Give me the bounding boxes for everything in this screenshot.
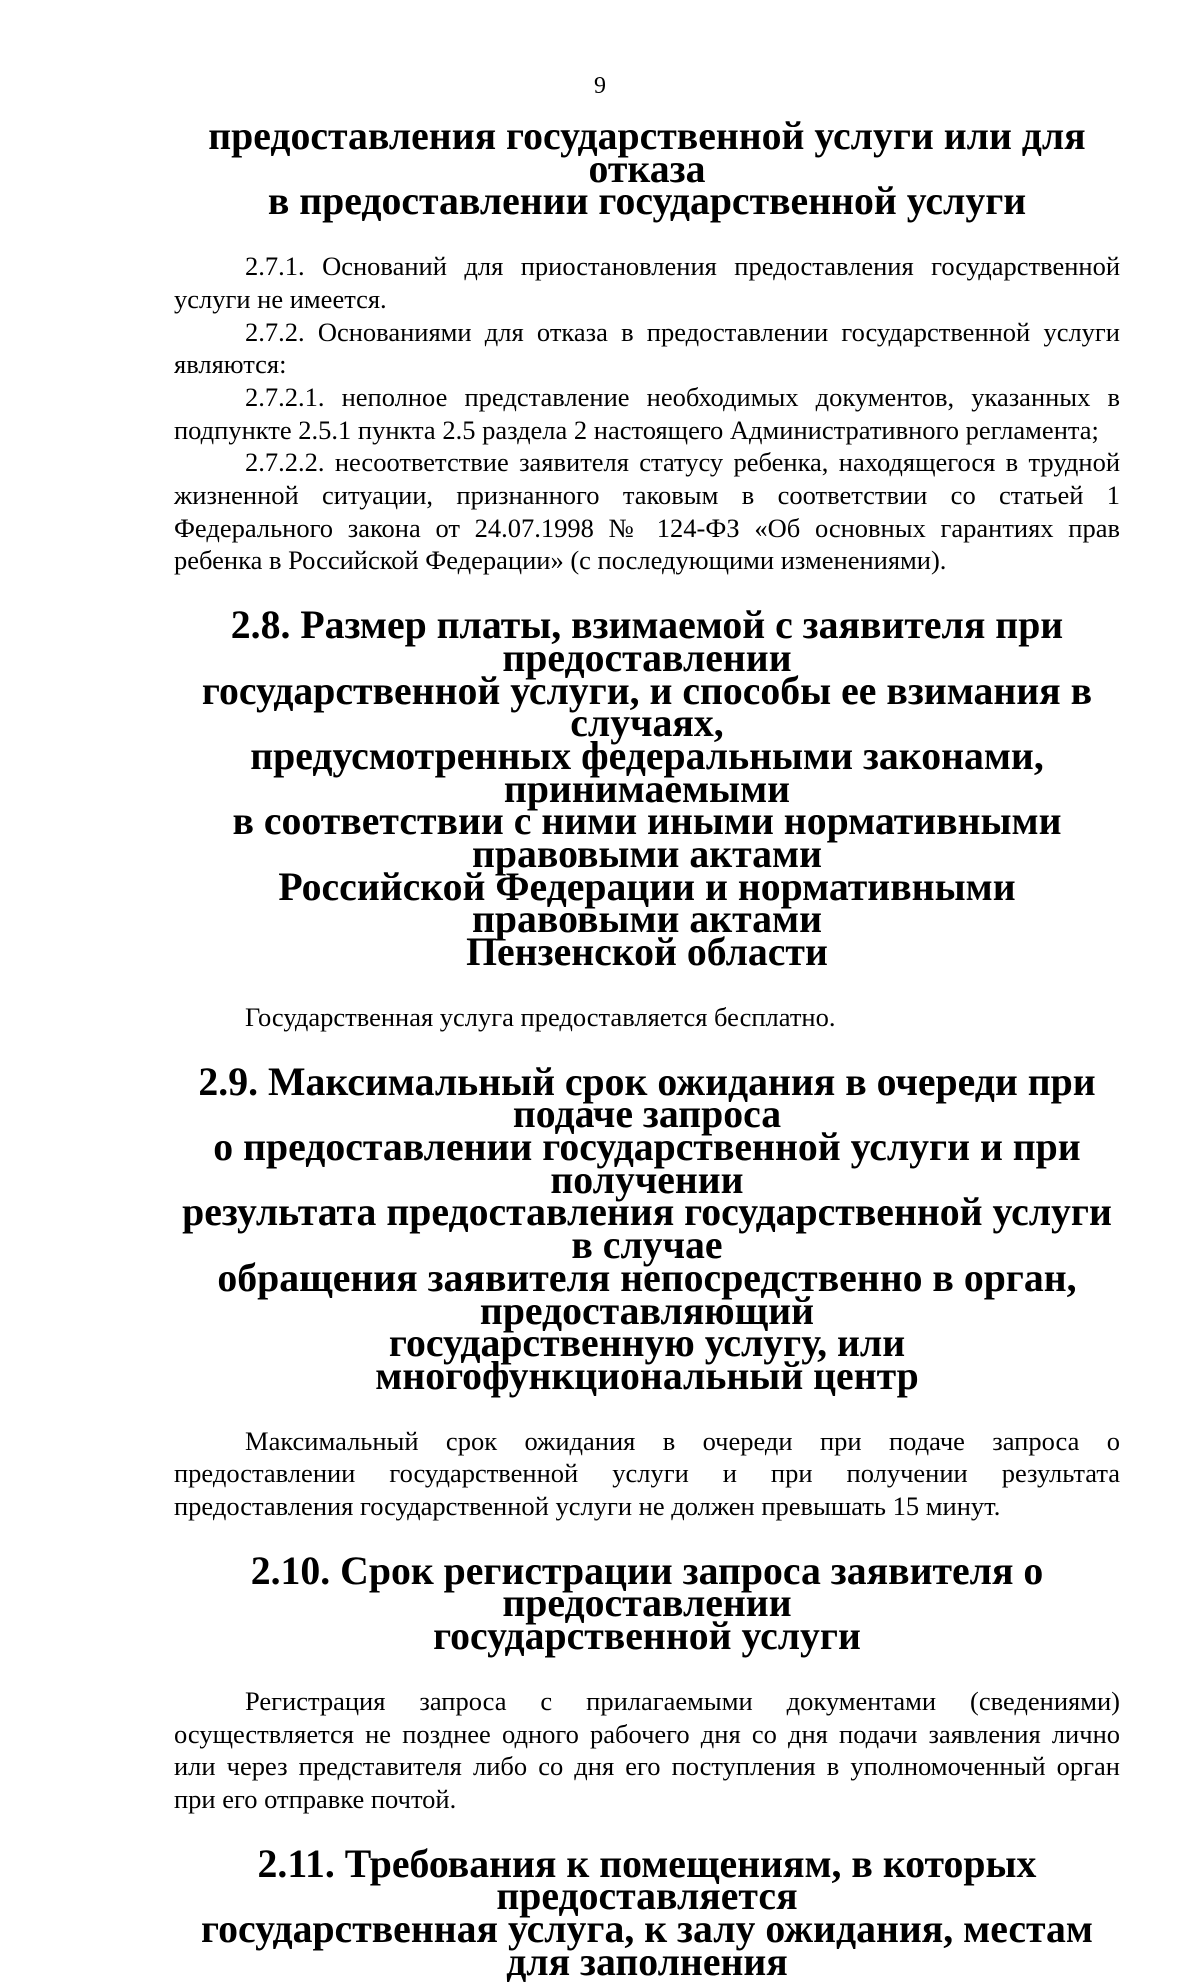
heading-line: в предоставлении государственной услуги xyxy=(267,179,1027,224)
paragraph-2-10: Регистрация запроса с прилагаемыми документами (сведениями) осуществляется не позднее одного рабочего дня со дня подачи заявления лично или через представителя либо со дня его поступления в уполномоченный орган при его отправке почтой. xyxy=(174,1685,1120,1814)
document-body xyxy=(174,114,1120,1984)
section-heading-2-11 xyxy=(174,1841,1120,1984)
heading-line: в соответствии с ними иными нормативными правовыми актами xyxy=(232,799,1062,877)
heading-line: о предоставлении государственной услуги и при получении xyxy=(213,1124,1081,1202)
section-heading-2-8 xyxy=(174,603,1120,975)
paragraph-2-7-2-2: 2.7.2.2. несоответствие заявителя статусу ребенка, находящегося в трудной жизненной ситуации, признанного таковым в соответствии со статьей 1 Федерального закона от 24.07.1998 № 124-ФЗ «Об основных гарантиях прав ребенка в Российской Федерации» (с последующими изменениями). xyxy=(174,447,1120,576)
paragraph-2-7-1: 2.7.1. Оснований для приостановления предоставления государственной услуги не имеется. xyxy=(174,251,1120,314)
heading-line: 2.10. Срок регистрации запроса заявителя о предоставлении xyxy=(250,1548,1044,1626)
heading-line: Российской Федерации и нормативными правовыми актами xyxy=(278,864,1016,942)
heading-line: 2.9. Максимальный срок ожидания в очереди при подаче запроса xyxy=(198,1059,1096,1137)
page-number: 9 xyxy=(594,73,606,99)
heading-line: государственную услугу, или многофункциональный центр xyxy=(375,1321,919,1398)
section-heading-2-10 xyxy=(174,1548,1120,1659)
heading-line: предоставления государственной услуги или для отказа xyxy=(208,114,1086,191)
paragraph-2-7-2-1: 2.7.2.1. неполное представление необходимых документов, указанных в подпункте 2.5.1 пункта 2.5 раздела 2 настоящего Административного регламента; xyxy=(174,381,1120,445)
heading-line: государственной услуги xyxy=(433,1614,861,1659)
heading-line: обращения заявителя непосредственно в орган, предоставляющий xyxy=(217,1255,1077,1333)
heading-line: государственной услуги, и способы ее взимания в случаях, xyxy=(201,668,1093,746)
heading-line: Пензенской области xyxy=(466,930,828,975)
section-heading-2-9 xyxy=(174,1059,1120,1398)
heading-line: государственная услуга, к залу ожидания, местам для заполнения xyxy=(201,1907,1093,1984)
heading-line: 2.11. Требования к помещениям, в которых предоставляется xyxy=(257,1841,1037,1919)
heading-line: предусмотренных федеральными законами, принимаемыми xyxy=(250,733,1044,811)
heading-line: результата предоставления государственной услуги в случае xyxy=(182,1190,1112,1268)
paragraph-2-9: Максимальный срок ожидания в очереди при подаче запроса о предоставлении государственной услуги и при получении результата предоставления государственной услуги не должен превышать 15 минут. xyxy=(174,1425,1120,1522)
paragraph-2-7-2: 2.7.2. Основаниями для отказа в предоставлении государственной услуги являются: xyxy=(174,316,1120,380)
heading-line: 2.8. Размер платы, взимаемой с заявителя при предоставлении xyxy=(230,603,1064,680)
paragraph-2-8: Государственная услуга предоставляется бесплатно. xyxy=(245,1001,836,1032)
section-heading-continuation xyxy=(174,114,1120,224)
